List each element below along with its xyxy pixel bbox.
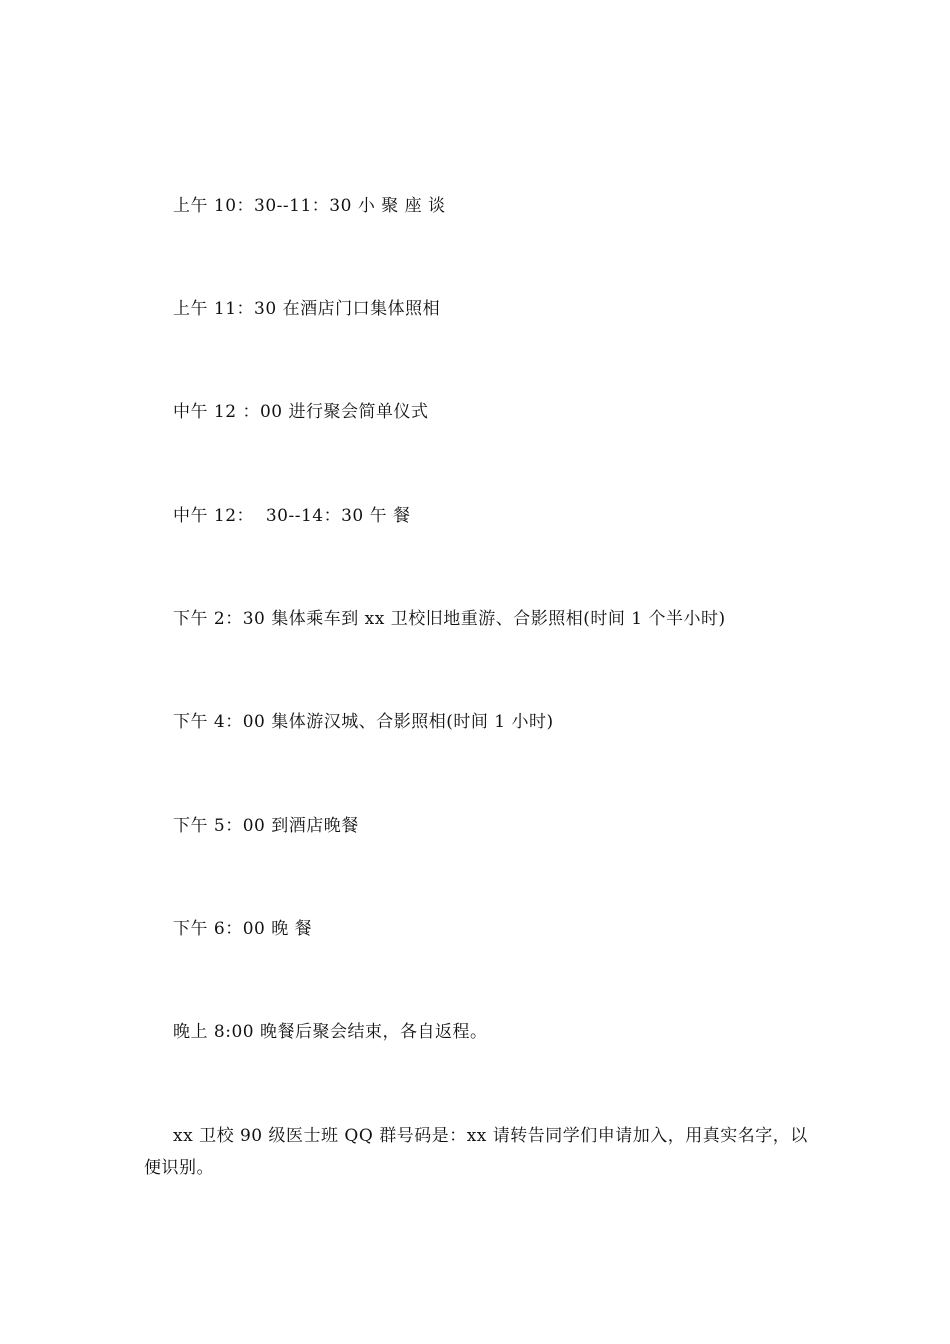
qq-group-note: xx 卫校 90 级医士班 QQ 群号码是：xx 请转告同学们申请加入，用真实名字，以便识别。 — [144, 1126, 808, 1178]
schedule-item-7: 下午 5：00 到酒店晚餐 — [173, 816, 359, 836]
schedule-item-4: 中午 12： 30--14：30 午 餐 — [173, 506, 411, 526]
schedule-item-6: 下午 4：00 集体游汉城、合影照相(时间 1 小时) — [173, 712, 554, 732]
schedule-item-5: 下午 2：30 集体乘车到 xx 卫校旧地重游、合影照相(时间 1 个半小时) — [173, 609, 726, 629]
schedule-item-2: 上午 11：30 在酒店门口集体照相 — [173, 299, 441, 319]
schedule-item-9: 晚上 8:00 晚餐后聚会结束，各自返程。 — [173, 1022, 488, 1042]
schedule-item-8: 下午 6：00 晚 餐 — [173, 919, 313, 939]
schedule-item-3: 中午 12 ：00 进行聚会简单仪式 — [173, 402, 429, 422]
schedule-item-1: 上午 10：30--11：30 小 聚 座 谈 — [173, 196, 446, 216]
